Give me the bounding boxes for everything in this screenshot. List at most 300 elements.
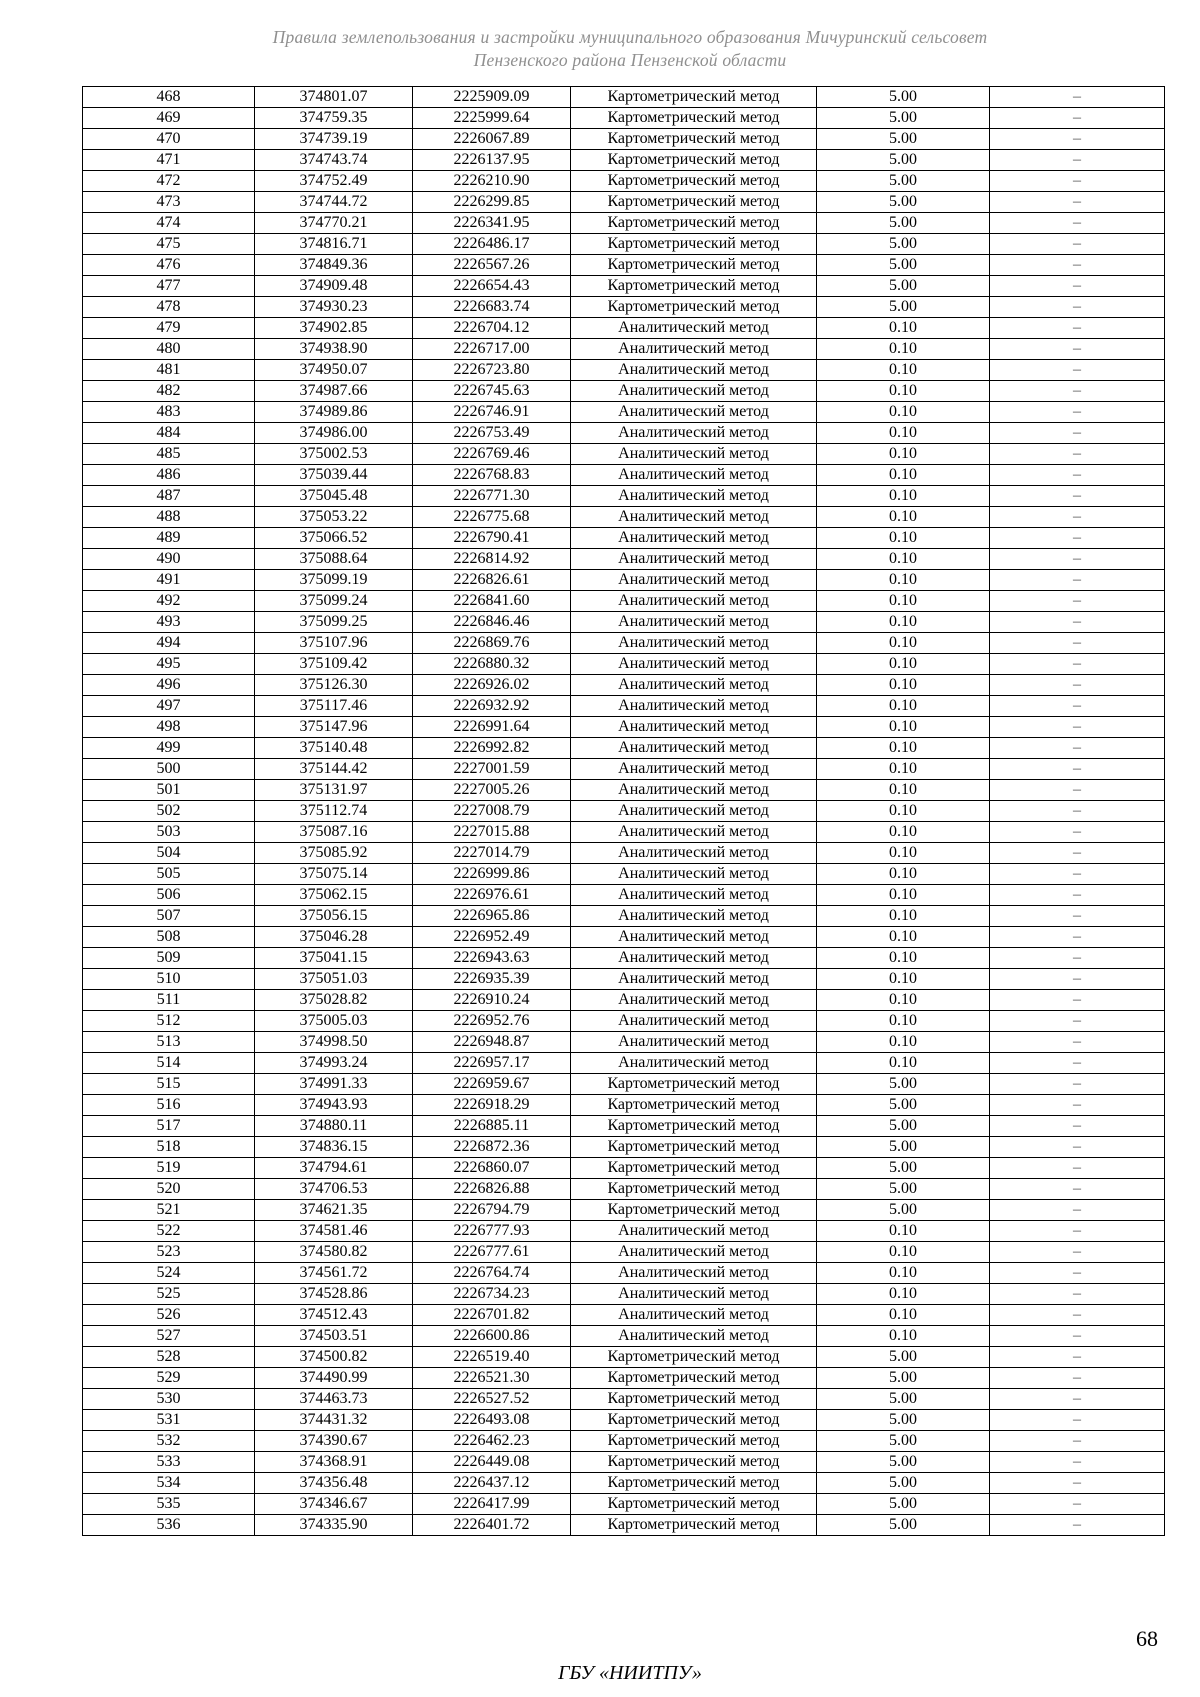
y-coordinate-cell: 2226723.80 bbox=[413, 360, 571, 381]
method-cell: Картометрический метод bbox=[571, 171, 817, 192]
y-coordinate-cell: 2226826.88 bbox=[413, 1179, 571, 1200]
x-coordinate-cell: 374986.00 bbox=[255, 423, 413, 444]
x-coordinate-cell: 374390.67 bbox=[255, 1431, 413, 1452]
table-row bbox=[83, 1347, 1165, 1368]
note-cell: – bbox=[990, 759, 1165, 780]
method-cell: Аналитический метод bbox=[571, 927, 817, 948]
page-number: 68 bbox=[1136, 1626, 1158, 1651]
note-cell: – bbox=[990, 129, 1165, 150]
x-coordinate-cell: 375028.82 bbox=[255, 990, 413, 1011]
y-coordinate-cell: 2226976.61 bbox=[413, 885, 571, 906]
table-row bbox=[83, 1305, 1165, 1326]
note-cell: – bbox=[990, 507, 1165, 528]
y-coordinate-cell: 2226449.08 bbox=[413, 1452, 571, 1473]
y-coordinate-cell: 2226869.76 bbox=[413, 633, 571, 654]
x-coordinate-cell: 375112.74 bbox=[255, 801, 413, 822]
accuracy-cell: 5.00 bbox=[817, 1410, 990, 1431]
method-cell: Аналитический метод bbox=[571, 423, 817, 444]
x-coordinate-cell: 375147.96 bbox=[255, 717, 413, 738]
note-cell: – bbox=[990, 150, 1165, 171]
x-coordinate-cell: 374561.72 bbox=[255, 1263, 413, 1284]
method-cell: Картометрический метод bbox=[571, 1452, 817, 1473]
point-number-cell: 482 bbox=[83, 381, 255, 402]
table-row bbox=[83, 1032, 1165, 1053]
note-cell: – bbox=[990, 675, 1165, 696]
x-coordinate-cell: 375039.44 bbox=[255, 465, 413, 486]
accuracy-cell: 0.10 bbox=[817, 1242, 990, 1263]
point-number-cell: 496 bbox=[83, 675, 255, 696]
accuracy-cell: 0.10 bbox=[817, 402, 990, 423]
table-row bbox=[83, 1494, 1165, 1515]
table-row bbox=[83, 990, 1165, 1011]
table-row bbox=[83, 423, 1165, 444]
table-row bbox=[83, 864, 1165, 885]
method-cell: Картометрический метод bbox=[571, 1431, 817, 1452]
point-number-cell: 501 bbox=[83, 780, 255, 801]
method-cell: Аналитический метод bbox=[571, 1305, 817, 1326]
accuracy-cell: 5.00 bbox=[817, 171, 990, 192]
method-cell: Аналитический метод bbox=[571, 822, 817, 843]
x-coordinate-cell: 374512.43 bbox=[255, 1305, 413, 1326]
note-cell: – bbox=[990, 1200, 1165, 1221]
point-number-cell: 502 bbox=[83, 801, 255, 822]
accuracy-cell: 0.10 bbox=[817, 843, 990, 864]
point-number-cell: 503 bbox=[83, 822, 255, 843]
method-cell: Аналитический метод bbox=[571, 759, 817, 780]
point-number-cell: 506 bbox=[83, 885, 255, 906]
note-cell: – bbox=[990, 1347, 1165, 1368]
table-row bbox=[83, 780, 1165, 801]
note-cell: – bbox=[990, 738, 1165, 759]
x-coordinate-cell: 375046.28 bbox=[255, 927, 413, 948]
table-row bbox=[83, 1200, 1165, 1221]
table-row bbox=[83, 633, 1165, 654]
table-row bbox=[83, 948, 1165, 969]
method-cell: Картометрический метод bbox=[571, 1158, 817, 1179]
point-number-cell: 517 bbox=[83, 1116, 255, 1137]
y-coordinate-cell: 2226341.95 bbox=[413, 213, 571, 234]
note-cell: – bbox=[990, 108, 1165, 129]
note-cell: – bbox=[990, 843, 1165, 864]
x-coordinate-cell: 375053.22 bbox=[255, 507, 413, 528]
method-cell: Аналитический метод bbox=[571, 1053, 817, 1074]
note-cell: – bbox=[990, 444, 1165, 465]
table-row bbox=[83, 717, 1165, 738]
x-coordinate-cell: 374752.49 bbox=[255, 171, 413, 192]
x-coordinate-cell: 375107.96 bbox=[255, 633, 413, 654]
table-row bbox=[83, 486, 1165, 507]
accuracy-cell: 5.00 bbox=[817, 1137, 990, 1158]
accuracy-cell: 0.10 bbox=[817, 1011, 990, 1032]
y-coordinate-cell: 2226943.63 bbox=[413, 948, 571, 969]
method-cell: Аналитический метод bbox=[571, 843, 817, 864]
method-cell: Картометрический метод bbox=[571, 1410, 817, 1431]
table-row bbox=[83, 759, 1165, 780]
point-number-cell: 504 bbox=[83, 843, 255, 864]
x-coordinate-cell: 374503.51 bbox=[255, 1326, 413, 1347]
x-coordinate-cell: 374621.35 bbox=[255, 1200, 413, 1221]
accuracy-cell: 5.00 bbox=[817, 1515, 990, 1536]
table-row bbox=[83, 1242, 1165, 1263]
note-cell: – bbox=[990, 1515, 1165, 1536]
y-coordinate-cell: 2226486.17 bbox=[413, 234, 571, 255]
x-coordinate-cell: 375088.64 bbox=[255, 549, 413, 570]
table-row bbox=[83, 570, 1165, 591]
method-cell: Аналитический метод bbox=[571, 465, 817, 486]
table-row bbox=[83, 255, 1165, 276]
y-coordinate-cell: 2226959.67 bbox=[413, 1074, 571, 1095]
method-cell: Картометрический метод bbox=[571, 150, 817, 171]
note-cell: – bbox=[990, 318, 1165, 339]
x-coordinate-cell: 374991.33 bbox=[255, 1074, 413, 1095]
table-row bbox=[83, 1074, 1165, 1095]
accuracy-cell: 5.00 bbox=[817, 129, 990, 150]
table-row bbox=[83, 234, 1165, 255]
accuracy-cell: 5.00 bbox=[817, 1200, 990, 1221]
y-coordinate-cell: 2226872.36 bbox=[413, 1137, 571, 1158]
point-number-cell: 525 bbox=[83, 1284, 255, 1305]
y-coordinate-cell: 2226775.68 bbox=[413, 507, 571, 528]
table-row bbox=[83, 171, 1165, 192]
y-coordinate-cell: 2226768.83 bbox=[413, 465, 571, 486]
table-row bbox=[83, 129, 1165, 150]
accuracy-cell: 5.00 bbox=[817, 213, 990, 234]
table-row bbox=[83, 1368, 1165, 1389]
table-row bbox=[83, 87, 1165, 108]
accuracy-cell: 5.00 bbox=[817, 1074, 990, 1095]
note-cell: – bbox=[990, 990, 1165, 1011]
method-cell: Картометрический метод bbox=[571, 129, 817, 150]
point-number-cell: 479 bbox=[83, 318, 255, 339]
y-coordinate-cell: 2226734.23 bbox=[413, 1284, 571, 1305]
accuracy-cell: 5.00 bbox=[817, 1473, 990, 1494]
accuracy-cell: 0.10 bbox=[817, 360, 990, 381]
note-cell: – bbox=[990, 654, 1165, 675]
point-number-cell: 535 bbox=[83, 1494, 255, 1515]
x-coordinate-cell: 374368.91 bbox=[255, 1452, 413, 1473]
x-coordinate-cell: 374500.82 bbox=[255, 1347, 413, 1368]
x-coordinate-cell: 375062.15 bbox=[255, 885, 413, 906]
x-coordinate-cell: 375099.25 bbox=[255, 612, 413, 633]
x-coordinate-cell: 375002.53 bbox=[255, 444, 413, 465]
accuracy-cell: 0.10 bbox=[817, 318, 990, 339]
accuracy-cell: 0.10 bbox=[817, 444, 990, 465]
table-row bbox=[83, 822, 1165, 843]
accuracy-cell: 5.00 bbox=[817, 1431, 990, 1452]
table-row bbox=[83, 1053, 1165, 1074]
table-row bbox=[83, 549, 1165, 570]
y-coordinate-cell: 2227014.79 bbox=[413, 843, 571, 864]
accuracy-cell: 5.00 bbox=[817, 108, 990, 129]
accuracy-cell: 0.10 bbox=[817, 633, 990, 654]
x-coordinate-cell: 375041.15 bbox=[255, 948, 413, 969]
y-coordinate-cell: 2226777.61 bbox=[413, 1242, 571, 1263]
x-coordinate-cell: 374880.11 bbox=[255, 1116, 413, 1137]
x-coordinate-cell: 374836.15 bbox=[255, 1137, 413, 1158]
point-number-cell: 507 bbox=[83, 906, 255, 927]
note-cell: – bbox=[990, 969, 1165, 990]
y-coordinate-cell: 2225909.09 bbox=[413, 87, 571, 108]
point-number-cell: 480 bbox=[83, 339, 255, 360]
x-coordinate-cell: 374902.85 bbox=[255, 318, 413, 339]
point-number-cell: 494 bbox=[83, 633, 255, 654]
x-coordinate-cell: 374463.73 bbox=[255, 1389, 413, 1410]
accuracy-cell: 0.10 bbox=[817, 885, 990, 906]
y-coordinate-cell: 2227015.88 bbox=[413, 822, 571, 843]
y-coordinate-cell: 2226814.92 bbox=[413, 549, 571, 570]
y-coordinate-cell: 2226794.79 bbox=[413, 1200, 571, 1221]
y-coordinate-cell: 2226401.72 bbox=[413, 1515, 571, 1536]
point-number-cell: 468 bbox=[83, 87, 255, 108]
note-cell: – bbox=[990, 1095, 1165, 1116]
table-row bbox=[83, 1410, 1165, 1431]
note-cell: – bbox=[990, 1305, 1165, 1326]
note-cell: – bbox=[990, 402, 1165, 423]
accuracy-cell: 0.10 bbox=[817, 969, 990, 990]
accuracy-cell: 0.10 bbox=[817, 1053, 990, 1074]
x-coordinate-cell: 375117.46 bbox=[255, 696, 413, 717]
accuracy-cell: 5.00 bbox=[817, 87, 990, 108]
point-number-cell: 513 bbox=[83, 1032, 255, 1053]
accuracy-cell: 0.10 bbox=[817, 612, 990, 633]
point-number-cell: 500 bbox=[83, 759, 255, 780]
table-row bbox=[83, 1221, 1165, 1242]
point-number-cell: 524 bbox=[83, 1263, 255, 1284]
accuracy-cell: 0.10 bbox=[817, 381, 990, 402]
accuracy-cell: 0.10 bbox=[817, 1284, 990, 1305]
x-coordinate-cell: 375045.48 bbox=[255, 486, 413, 507]
x-coordinate-cell: 374987.66 bbox=[255, 381, 413, 402]
accuracy-cell: 5.00 bbox=[817, 1095, 990, 1116]
y-coordinate-cell: 2226991.64 bbox=[413, 717, 571, 738]
accuracy-cell: 0.10 bbox=[817, 549, 990, 570]
x-coordinate-cell: 374346.67 bbox=[255, 1494, 413, 1515]
x-coordinate-cell: 374816.71 bbox=[255, 234, 413, 255]
point-number-cell: 529 bbox=[83, 1368, 255, 1389]
point-number-cell: 505 bbox=[83, 864, 255, 885]
y-coordinate-cell: 2227001.59 bbox=[413, 759, 571, 780]
point-number-cell: 476 bbox=[83, 255, 255, 276]
accuracy-cell: 5.00 bbox=[817, 1452, 990, 1473]
method-cell: Аналитический метод bbox=[571, 444, 817, 465]
y-coordinate-cell: 2226519.40 bbox=[413, 1347, 571, 1368]
point-number-cell: 532 bbox=[83, 1431, 255, 1452]
y-coordinate-cell: 2226704.12 bbox=[413, 318, 571, 339]
point-number-cell: 490 bbox=[83, 549, 255, 570]
y-coordinate-cell: 2226753.49 bbox=[413, 423, 571, 444]
y-coordinate-cell: 2226992.82 bbox=[413, 738, 571, 759]
x-coordinate-cell: 374581.46 bbox=[255, 1221, 413, 1242]
x-coordinate-cell: 374938.90 bbox=[255, 339, 413, 360]
x-coordinate-cell: 374739.19 bbox=[255, 129, 413, 150]
accuracy-cell: 0.10 bbox=[817, 570, 990, 591]
accuracy-cell: 0.10 bbox=[817, 1263, 990, 1284]
x-coordinate-cell: 374743.74 bbox=[255, 150, 413, 171]
x-coordinate-cell: 374794.61 bbox=[255, 1158, 413, 1179]
y-coordinate-cell: 2227008.79 bbox=[413, 801, 571, 822]
note-cell: – bbox=[990, 1158, 1165, 1179]
x-coordinate-cell: 374849.36 bbox=[255, 255, 413, 276]
note-cell: – bbox=[990, 549, 1165, 570]
y-coordinate-cell: 2226417.99 bbox=[413, 1494, 571, 1515]
note-cell: – bbox=[990, 87, 1165, 108]
method-cell: Аналитический метод bbox=[571, 1326, 817, 1347]
method-cell: Картометрический метод bbox=[571, 213, 817, 234]
method-cell: Аналитический метод bbox=[571, 801, 817, 822]
note-cell: – bbox=[990, 1242, 1165, 1263]
table-row bbox=[83, 1326, 1165, 1347]
note-cell: – bbox=[990, 423, 1165, 444]
accuracy-cell: 0.10 bbox=[817, 864, 990, 885]
y-coordinate-cell: 2226067.89 bbox=[413, 129, 571, 150]
method-cell: Картометрический метод bbox=[571, 1347, 817, 1368]
x-coordinate-cell: 374950.07 bbox=[255, 360, 413, 381]
y-coordinate-cell: 2226745.63 bbox=[413, 381, 571, 402]
coordinates-table bbox=[82, 86, 1165, 1536]
note-cell: – bbox=[990, 948, 1165, 969]
method-cell: Аналитический метод bbox=[571, 1242, 817, 1263]
point-number-cell: 471 bbox=[83, 150, 255, 171]
x-coordinate-cell: 375066.52 bbox=[255, 528, 413, 549]
point-number-cell: 536 bbox=[83, 1515, 255, 1536]
x-coordinate-cell: 375099.24 bbox=[255, 591, 413, 612]
accuracy-cell: 0.10 bbox=[817, 423, 990, 444]
method-cell: Аналитический метод bbox=[571, 507, 817, 528]
note-cell: – bbox=[990, 864, 1165, 885]
point-number-cell: 527 bbox=[83, 1326, 255, 1347]
point-number-cell: 510 bbox=[83, 969, 255, 990]
y-coordinate-cell: 2226957.17 bbox=[413, 1053, 571, 1074]
method-cell: Аналитический метод bbox=[571, 675, 817, 696]
point-number-cell: 533 bbox=[83, 1452, 255, 1473]
x-coordinate-cell: 374909.48 bbox=[255, 276, 413, 297]
table-row bbox=[83, 213, 1165, 234]
note-cell: – bbox=[990, 633, 1165, 654]
accuracy-cell: 5.00 bbox=[817, 1368, 990, 1389]
method-cell: Аналитический метод bbox=[571, 948, 817, 969]
y-coordinate-cell: 2226932.92 bbox=[413, 696, 571, 717]
table-row bbox=[83, 1095, 1165, 1116]
note-cell: – bbox=[990, 801, 1165, 822]
note-cell: – bbox=[990, 1221, 1165, 1242]
note-cell: – bbox=[990, 486, 1165, 507]
y-coordinate-cell: 2226952.76 bbox=[413, 1011, 571, 1032]
accuracy-cell: 0.10 bbox=[817, 486, 990, 507]
point-number-cell: 526 bbox=[83, 1305, 255, 1326]
method-cell: Аналитический метод bbox=[571, 1221, 817, 1242]
note-cell: – bbox=[990, 1053, 1165, 1074]
table-row bbox=[83, 465, 1165, 486]
table-row bbox=[83, 318, 1165, 339]
point-number-cell: 518 bbox=[83, 1137, 255, 1158]
accuracy-cell: 5.00 bbox=[817, 276, 990, 297]
table-row bbox=[83, 1179, 1165, 1200]
method-cell: Аналитический метод bbox=[571, 339, 817, 360]
method-cell: Аналитический метод bbox=[571, 528, 817, 549]
table-row bbox=[83, 444, 1165, 465]
table-row bbox=[83, 612, 1165, 633]
page-footer: ГБУ «НИИТПУ» bbox=[558, 1662, 702, 1684]
note-cell: – bbox=[990, 591, 1165, 612]
point-number-cell: 512 bbox=[83, 1011, 255, 1032]
point-number-cell: 508 bbox=[83, 927, 255, 948]
method-cell: Картометрический метод bbox=[571, 1074, 817, 1095]
y-coordinate-cell: 2226948.87 bbox=[413, 1032, 571, 1053]
point-number-cell: 516 bbox=[83, 1095, 255, 1116]
table-row bbox=[83, 654, 1165, 675]
x-coordinate-cell: 375140.48 bbox=[255, 738, 413, 759]
note-cell: – bbox=[990, 1137, 1165, 1158]
y-coordinate-cell: 2226299.85 bbox=[413, 192, 571, 213]
table-row bbox=[83, 675, 1165, 696]
accuracy-cell: 0.10 bbox=[817, 822, 990, 843]
method-cell: Аналитический метод bbox=[571, 402, 817, 423]
table-row bbox=[83, 108, 1165, 129]
x-coordinate-cell: 375056.15 bbox=[255, 906, 413, 927]
y-coordinate-cell: 2226746.91 bbox=[413, 402, 571, 423]
point-number-cell: 523 bbox=[83, 1242, 255, 1263]
x-coordinate-cell: 374335.90 bbox=[255, 1515, 413, 1536]
x-coordinate-cell: 375087.16 bbox=[255, 822, 413, 843]
method-cell: Картометрический метод bbox=[571, 234, 817, 255]
point-number-cell: 497 bbox=[83, 696, 255, 717]
note-cell: – bbox=[990, 780, 1165, 801]
note-cell: – bbox=[990, 822, 1165, 843]
method-cell: Картометрический метод bbox=[571, 1368, 817, 1389]
point-number-cell: 520 bbox=[83, 1179, 255, 1200]
table-row bbox=[83, 1116, 1165, 1137]
accuracy-cell: 0.10 bbox=[817, 591, 990, 612]
note-cell: – bbox=[990, 1473, 1165, 1494]
point-number-cell: 493 bbox=[83, 612, 255, 633]
accuracy-cell: 0.10 bbox=[817, 465, 990, 486]
note-cell: – bbox=[990, 1284, 1165, 1305]
y-coordinate-cell: 2226527.52 bbox=[413, 1389, 571, 1410]
note-cell: – bbox=[990, 1116, 1165, 1137]
y-coordinate-cell: 2226935.39 bbox=[413, 969, 571, 990]
method-cell: Картометрический метод bbox=[571, 276, 817, 297]
method-cell: Картометрический метод bbox=[571, 1515, 817, 1536]
accuracy-cell: 0.10 bbox=[817, 1032, 990, 1053]
table-row bbox=[83, 402, 1165, 423]
note-cell: – bbox=[990, 1263, 1165, 1284]
point-number-cell: 519 bbox=[83, 1158, 255, 1179]
method-cell: Аналитический метод bbox=[571, 990, 817, 1011]
y-coordinate-cell: 2226926.02 bbox=[413, 675, 571, 696]
x-coordinate-cell: 374770.21 bbox=[255, 213, 413, 234]
accuracy-cell: 5.00 bbox=[817, 1389, 990, 1410]
method-cell: Аналитический метод bbox=[571, 549, 817, 570]
method-cell: Картометрический метод bbox=[571, 87, 817, 108]
method-cell: Картометрический метод bbox=[571, 1137, 817, 1158]
header-line-1: Правила землепользования и застройки муниципального образования Мичуринский сельсовет bbox=[272, 27, 988, 47]
table-row bbox=[83, 1011, 1165, 1032]
y-coordinate-cell: 2226493.08 bbox=[413, 1410, 571, 1431]
accuracy-cell: 5.00 bbox=[817, 1179, 990, 1200]
point-number-cell: 534 bbox=[83, 1473, 255, 1494]
method-cell: Аналитический метод bbox=[571, 381, 817, 402]
method-cell: Аналитический метод bbox=[571, 717, 817, 738]
accuracy-cell: 0.10 bbox=[817, 507, 990, 528]
point-number-cell: 531 bbox=[83, 1410, 255, 1431]
accuracy-cell: 0.10 bbox=[817, 696, 990, 717]
note-cell: – bbox=[990, 1179, 1165, 1200]
method-cell: Аналитический метод bbox=[571, 780, 817, 801]
page-header bbox=[0, 26, 1200, 72]
point-number-cell: 477 bbox=[83, 276, 255, 297]
note-cell: – bbox=[990, 381, 1165, 402]
accuracy-cell: 5.00 bbox=[817, 1158, 990, 1179]
